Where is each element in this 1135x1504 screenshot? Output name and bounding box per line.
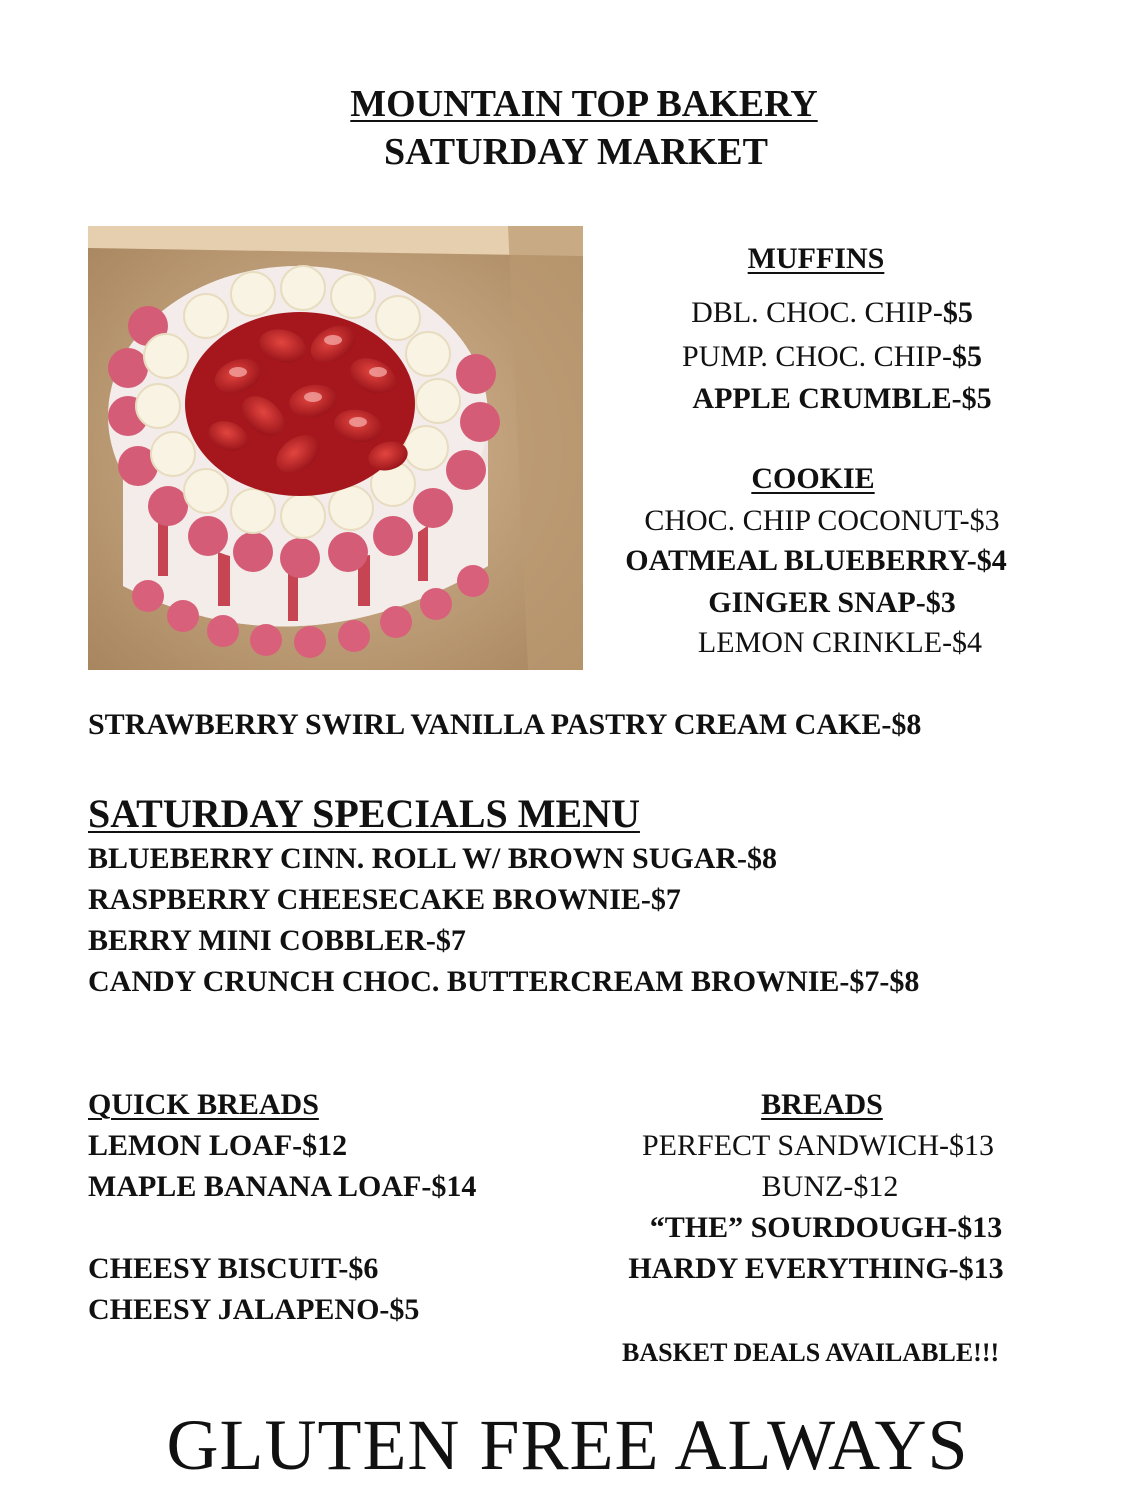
quick-bread-item: MAPLE BANANA LOAF-$14 xyxy=(88,1170,477,1203)
muffins-heading: MUFFINS xyxy=(747,242,885,275)
muffin-item-name: APPLE CRUMBLE-$5 xyxy=(692,382,992,415)
bread-item: HARDY EVERYTHING-$13 xyxy=(628,1252,1004,1285)
biscuit-item: CHEESY BISCUIT-$6 xyxy=(88,1252,379,1285)
quick-breads-heading: QUICK BREADS xyxy=(88,1088,319,1121)
featured-cake: STRAWBERRY SWIRL VANILLA PASTRY CREAM CAKE-$8 xyxy=(88,708,922,741)
muffin-item xyxy=(612,296,1052,330)
bread-item: PERFECT SANDWICH-$13 xyxy=(642,1129,994,1162)
muffin-item-price: $5 xyxy=(952,340,983,373)
muffin-item-name: PUMP. CHOC. CHIP- xyxy=(681,340,953,373)
bread-item: BUNZ-$12 xyxy=(761,1170,899,1203)
basket-deals-note: BASKET DEALS AVAILABLE!!! xyxy=(622,1338,1000,1367)
special-item: BLUEBERRY CINN. ROLL W/ BROWN SUGAR-$8 xyxy=(88,842,778,875)
cookie-heading: COOKIE xyxy=(751,462,875,495)
quick-bread-item: LEMON LOAF-$12 xyxy=(88,1129,348,1162)
bread-item: “THE” SOURDOUGH-$13 xyxy=(649,1211,1003,1244)
cookie-item: GINGER SNAP-$3 xyxy=(708,586,956,619)
cookie-item: CHOC. CHIP COCONUT-$3 xyxy=(644,504,1000,537)
breads-heading: BREADS xyxy=(761,1088,883,1121)
muffin-item xyxy=(612,340,1052,374)
special-item: RASPBERRY CHEESECAKE BROWNIE-$7 xyxy=(88,883,681,916)
cookie-item: OATMEAL BLUEBERRY-$4 xyxy=(625,544,1007,577)
biscuit-item: CHEESY JALAPENO-$5 xyxy=(88,1293,420,1326)
cookie-item: LEMON CRINKLE-$4 xyxy=(697,626,983,659)
gluten-free-banner: GLUTEN FREE ALWAYS xyxy=(166,1405,969,1485)
special-item: BERRY MINI COBBLER-$7 xyxy=(88,924,466,957)
market-subtitle: SATURDAY MARKET xyxy=(384,131,768,173)
special-item: CANDY CRUNCH CHOC. BUTTERCREAM BROWNIE-$7-$8 xyxy=(88,965,920,998)
strawberry-cake-photo xyxy=(88,226,583,670)
specials-heading: SATURDAY SPECIALS MENU xyxy=(88,791,640,836)
bakery-title: MOUNTAIN TOP BAKERY xyxy=(350,83,818,125)
muffin-item-price: $5 xyxy=(942,296,973,329)
muffin-item-name: DBL. CHOC. CHIP- xyxy=(691,296,943,329)
muffin-item xyxy=(622,382,1062,416)
